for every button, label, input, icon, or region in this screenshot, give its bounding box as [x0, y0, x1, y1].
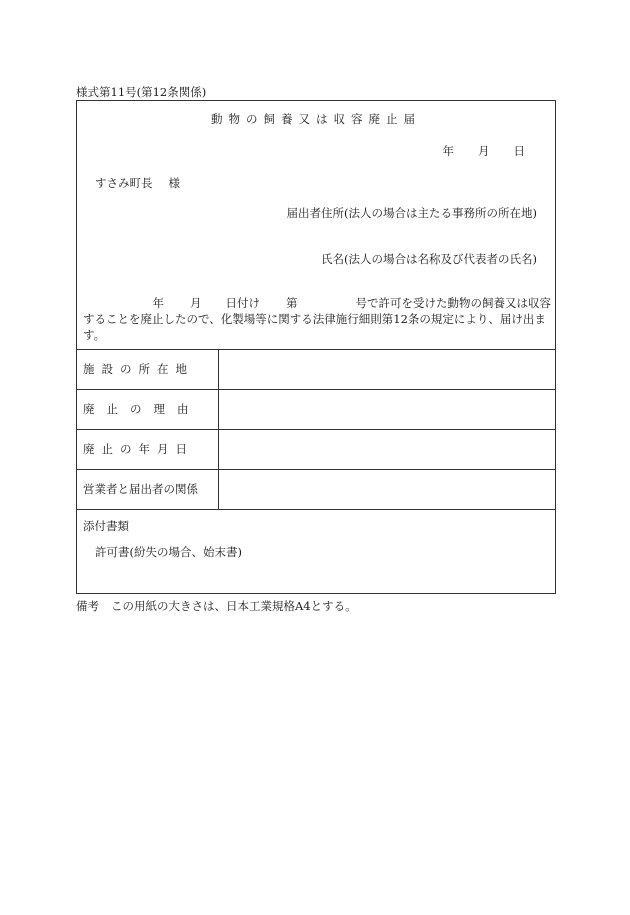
body-text-line-1 [83, 295, 551, 311]
permit-year-label: 年 [152, 296, 164, 310]
body-text-line-3: す。 [83, 328, 106, 342]
closure-reason-field[interactable] [219, 390, 555, 429]
form-title: 動物の飼養又は収容廃止届 [211, 112, 421, 126]
facility-location-label: 施設の所在地 [77, 350, 219, 389]
closure-date-label: 廃止の年月日 [77, 430, 219, 469]
form-number-label: 様式第11号(第12条関係) [76, 85, 207, 99]
closure-reason-label: 廃止の理由 [77, 390, 219, 429]
body-text-line-2: することを廃止したので、化製場等に関する法律施行細則第12条の規定により、届け出ま [83, 312, 546, 326]
permit-dated-label: 日付け [225, 296, 260, 310]
addressee [95, 175, 180, 191]
addressee-name: すさみ町長 [95, 176, 153, 190]
closure-date-row [77, 429, 555, 469]
remark-note [76, 598, 357, 614]
attachments-title: 添付書類 [83, 519, 129, 533]
attachment-item: 許可書(紛失の場合、始末書) [95, 545, 242, 559]
date-year-label: 年 [442, 144, 454, 158]
date-day-label: 日 [513, 144, 525, 158]
permit-month-label: 月 [190, 296, 202, 310]
addressee-honorific: 様 [168, 176, 180, 190]
closure-date-field[interactable] [219, 430, 555, 469]
attachments-section [77, 509, 555, 593]
remark-text: この用紙の大きさは、日本工業規格A4とする。 [111, 599, 357, 613]
applicant-name-label: 氏名(法人の場合は名称及び代表者の氏名) [321, 252, 537, 266]
relationship-field[interactable] [219, 470, 555, 509]
notification-form [76, 100, 556, 594]
permit-number-suffix: 号で許可を受けた動物の飼養又は収容 [355, 296, 551, 310]
facility-location-row [77, 349, 555, 389]
submission-date [443, 143, 526, 159]
relationship-row [77, 469, 555, 509]
remark-title: 備考 [76, 599, 99, 613]
applicant-address-label: 届出者住所(法人の場合は主たる事務所の所在地) [286, 206, 537, 220]
facility-location-field[interactable] [219, 350, 555, 389]
relationship-label: 営業者と届出者の関係 [77, 470, 219, 509]
permit-number-prefix: 第 [286, 296, 298, 310]
closure-reason-row [77, 389, 555, 429]
date-month-label: 月 [478, 144, 490, 158]
